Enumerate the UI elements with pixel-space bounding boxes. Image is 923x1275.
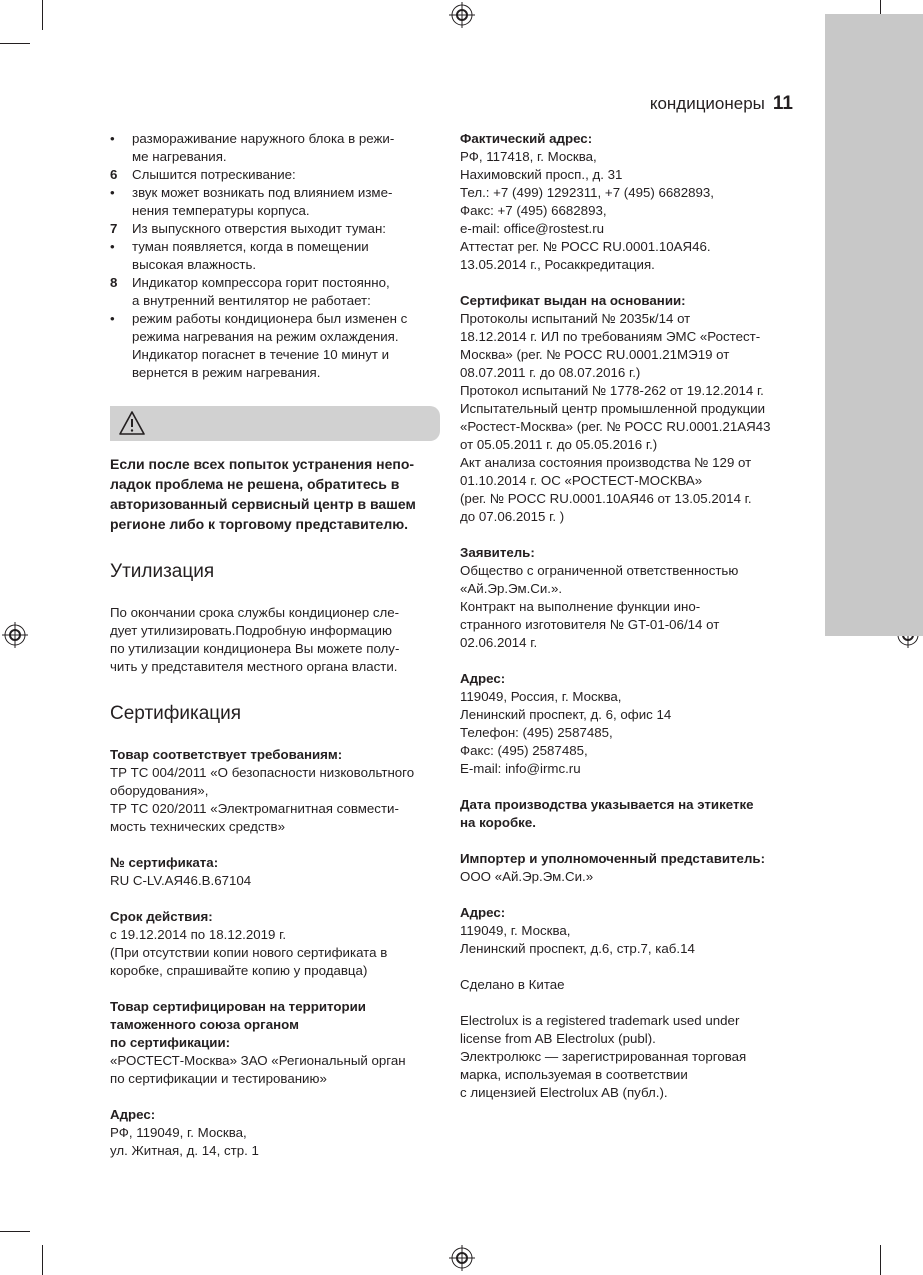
info-block-title: Сертификат выдан на основании:: [460, 293, 686, 308]
certificate-details: [460, 130, 795, 1102]
registration-mark-icon: [0, 620, 30, 650]
info-block-body: ООО «Ай.Эр.Эм.Си.»: [460, 869, 594, 884]
info-block-body: Сделано в Китае: [460, 977, 565, 992]
warning-triangle-icon: [118, 410, 146, 436]
info-block: [460, 544, 795, 652]
chapter-side-tab: [825, 14, 923, 636]
item-number: 7: [110, 221, 118, 236]
item-number: 8: [110, 275, 118, 290]
info-block: [110, 854, 440, 890]
list-item: [110, 310, 440, 382]
info-block: [110, 908, 440, 980]
certification-heading: Сертификация: [110, 703, 242, 724]
registration-mark-icon: [447, 0, 477, 30]
bullet-marker: •: [110, 131, 115, 146]
info-block-title: Срок действия:: [110, 909, 213, 924]
info-block-body: Electrolux is a registered trademark used under license from AB Electrolux (publ). Электролюкс — зарегистрированная торговая марка, используемая в соответствии с лицензией Electrolux AB (публ.).: [460, 1013, 747, 1100]
info-block-body: «РОСТЕСТ-Москва» ЗАО «Региональный орган по сертификации и тестированию»: [110, 1053, 406, 1086]
list-item-text: Индикатор компрессора горит постоянно, а внутренний вентилятор не работает:: [132, 275, 390, 308]
info-block-title: № сертификата:: [110, 855, 219, 870]
warning-bar: [110, 406, 440, 441]
list-item: [110, 238, 440, 274]
info-block: [460, 292, 795, 526]
crop-mark: [0, 1231, 30, 1232]
disposal-text: По окончании срока службы кондиционер сле- дует утилизировать.Подробную информацию по утилизации кондиционера Вы можете полу- чить у представителя местного органа власти.: [110, 605, 400, 674]
info-block-body: Общество с ограниченной ответственностью «Ай.Эр.Эм.Си.». Контракт на выполнение функции ино- странного изготовителя № GT-01-06/14 от 02.06.2014 г.: [460, 563, 739, 650]
info-block-body: Протоколы испытаний № 2035к/14 от 18.12.2014 г. ИЛ по требованиям ЭМС «Ростест- Москва» (рег. № РОСС RU.0001.21МЭ19 от 08.07.2011 г. до 08.07.2016 г.) Протокол испытаний № 1778-262 от 19.12.2014 г. Испытательный центр промышленной продукции «Ростест-Москва» (рег. № РОСС RU.0001.21АЯ43 от 05.05.2011 г. до 05.05.2016 г.) Акт анализа состояния производства № 129 от 01.10.2014 г. ОС «РОСТЕСТ-МОСКВА» (рег. № РОСС RU.0001.10АЯ46 от 13.05.2014 г. до 07.06.2015 г. ): [460, 311, 771, 524]
info-block: [110, 1106, 440, 1160]
registration-mark-icon: [447, 1243, 477, 1273]
list-item-text: Слышится потрескивание:: [132, 167, 296, 182]
info-block-title: Товар сертифицирован на территории таможенного союза органом по сертификации:: [110, 999, 366, 1050]
info-block-title: Фактический адрес:: [460, 131, 593, 146]
info-block-title: Заявитель:: [460, 545, 535, 560]
list-item: [110, 274, 440, 310]
info-block-body: 119049, г. Москва, Ленинский проспект, д.6, стр.7, каб.14: [460, 923, 695, 956]
info-block: [110, 746, 440, 836]
list-item: [110, 166, 440, 184]
list-item-text: звук может возникать под влиянием изме- нения температуры корпуса.: [132, 185, 393, 218]
disposal-heading: Утилизация: [110, 561, 215, 582]
info-block-body: РФ, 117418, г. Москва, Нахимовский просп., д. 31 Тел.: +7 (499) 1292311, +7 (495) 6682893, Факс: +7 (495) 6682893, e-mail: office@rostest.ru Аттестат рег. № РОСС RU.0001.10АЯ46. 13.05.2014 г., Росаккредитация.: [460, 149, 714, 272]
list-item: [110, 220, 440, 238]
crop-mark: [0, 43, 30, 44]
info-block: [460, 976, 795, 994]
info-block-body: РФ, 119049, г. Москва, ул. Житная, д. 14, стр. 1: [110, 1125, 259, 1158]
list-item: [110, 184, 440, 220]
troubleshooting-list: [110, 130, 440, 382]
info-block-body: ТР ТС 004/2011 «О безопасности низковольтного оборудования», ТР ТС 020/2011 «Электромагнитная совмести- мость технических средств»: [110, 765, 415, 834]
info-block-title: Импортер и уполномоченный представитель:: [460, 851, 766, 866]
crop-mark: [42, 0, 43, 30]
info-block: [460, 904, 795, 958]
bullet-marker: •: [110, 239, 115, 254]
certification-blocks: [110, 746, 440, 1160]
list-item-text: туман появляется, когда в помещении высокая влажность.: [132, 239, 369, 272]
info-block: [460, 850, 795, 886]
crop-mark: [880, 1245, 881, 1275]
list-item-text: размораживание наружного блока в режи- ме нагревания.: [132, 131, 395, 164]
page-header: [650, 93, 793, 115]
info-block-body: 119049, Россия, г. Москва, Ленинский проспект, д. 6, офис 14 Телефон: (495) 2587485, Факс: (495) 2587485, E-mail: info@irmc.ru: [460, 689, 672, 776]
info-block: [460, 670, 795, 778]
info-block-body: с 19.12.2014 по 18.12.2019 г. (При отсутствии копии нового сертификата в коробке, спрашивайте копию у продавца): [110, 927, 388, 978]
crop-mark: [42, 1245, 43, 1275]
info-block-title: Дата производства указывается на этикетке на коробке.: [460, 797, 754, 830]
list-item-text: режим работы кондиционера был изменен с режима нагревания на режим охлаждения. Индикатор погаснет в течение 10 минут и вернется в режим нагревания.: [132, 311, 408, 380]
info-block: [460, 796, 795, 832]
list-item-text: Из выпускного отверстия выходит туман:: [132, 221, 386, 236]
info-block: [110, 998, 440, 1088]
list-item: [110, 130, 440, 166]
info-block: [460, 130, 795, 274]
item-number: 6: [110, 167, 118, 182]
bullet-marker: •: [110, 311, 115, 326]
info-block-body: RU C-LV.АЯ46.В.67104: [110, 873, 252, 888]
warning-text: Если после всех попыток устранения непо- ладок проблема не решена, обратитесь в авторизованный сервисный центр в вашем регионе либо к торговому представителю.: [110, 456, 416, 532]
right-column: [460, 130, 795, 1102]
left-column: [110, 130, 440, 1160]
info-block-title: Товар соответствует требованиям:: [110, 747, 343, 762]
info-block-title: Адрес:: [460, 671, 506, 686]
info-block-title: Адрес:: [110, 1107, 156, 1122]
bullet-marker: •: [110, 185, 115, 200]
info-block-title: Адрес:: [460, 905, 506, 920]
page-number: 11: [772, 93, 793, 114]
info-block: [460, 1012, 795, 1102]
section-title: кондиционеры: [649, 94, 765, 113]
